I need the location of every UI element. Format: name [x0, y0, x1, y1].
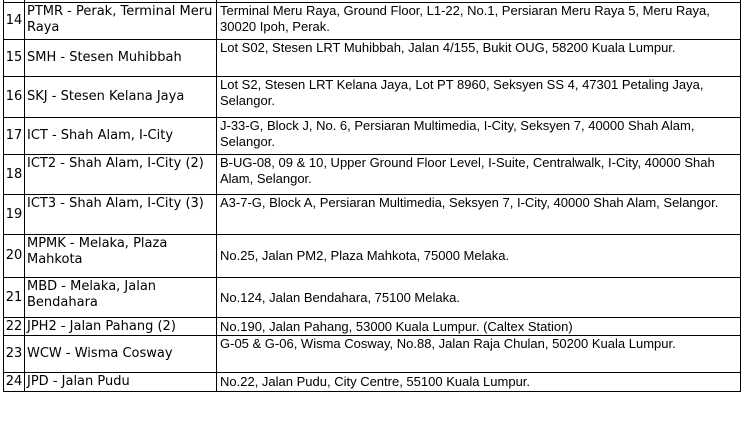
row-number-cell: 15	[4, 40, 25, 77]
branch-address-cell: Lot S2, Stesen LRT Kelana Jaya, Lot PT 8960, Seksyen SS 4, 47301 Petaling Jaya, Selangor.	[217, 77, 741, 118]
branch-name-cell: MPMK - Melaka, Plaza Mahkota	[25, 235, 217, 278]
row-number-cell: 16	[4, 77, 25, 118]
branch-address-cell: No.25, Jalan PM2, Plaza Mahkota, 75000 Melaka.	[217, 235, 741, 278]
branch-name-cell: SMH - Stesen Muhibbah	[25, 40, 217, 77]
branch-address-cell: Terminal Meru Raya, Ground Floor, L1-22, No.1, Persiaran Meru Raya 5, Meru Raya, 30020 Ipoh, Perak.	[217, 3, 741, 40]
branch-name-cell: JPD - Jalan Pudu	[25, 373, 217, 392]
row-number-cell: 23	[4, 336, 25, 373]
branch-name-cell: SKJ - Stesen Kelana Jaya	[25, 77, 217, 118]
branch-address-cell: J-33-G, Block J, No. 6, Persiaran Multimedia, I-City, Seksyen 7, 40000 Shah Alam, Selangor.	[217, 118, 741, 155]
table-row	[4, 40, 741, 77]
branch-address-cell: No.22, Jalan Pudu, City Centre, 55100 Kuala Lumpur.	[217, 373, 741, 392]
table-row	[4, 155, 741, 195]
table-row	[4, 77, 741, 118]
branch-name-cell: ICT2 - Shah Alam, I-City (2)	[25, 155, 217, 195]
table-row	[4, 118, 741, 155]
table-row	[4, 3, 741, 40]
branch-address-cell: G-05 & G-06, Wisma Cosway, No.88, Jalan Raja Chulan, 50200 Kuala Lumpur.	[217, 336, 741, 373]
branch-address-cell: Lot S02, Stesen LRT Muhibbah, Jalan 4/155, Bukit OUG, 58200 Kuala Lumpur.	[217, 40, 741, 77]
branch-name-cell: MBD - Melaka, Jalan Bendahara	[25, 278, 217, 318]
table-row	[4, 373, 741, 392]
branch-address-table	[3, 0, 741, 392]
row-number-cell: 22	[4, 318, 25, 336]
table-row	[4, 336, 741, 373]
branch-name-cell: ICT - Shah Alam, I-City	[25, 118, 217, 155]
table-row	[4, 278, 741, 318]
row-number-cell: 17	[4, 118, 25, 155]
branch-address-cell: A3-7-G, Block A, Persiaran Multimedia, Seksyen 7, I-City, 40000 Shah Alam, Selangor.	[217, 195, 741, 235]
table-row	[4, 195, 741, 235]
branch-name-cell: JPH2 - Jalan Pahang (2)	[25, 318, 217, 336]
row-number-cell: 21	[4, 278, 25, 318]
branch-address-cell: B-UG-08, 09 & 10, Upper Ground Floor Level, I-Suite, Centralwalk, I-City, 40000 Shah Alam, Selangor.	[217, 155, 741, 195]
branch-name-cell: PTMR - Perak, Terminal Meru Raya	[25, 3, 217, 40]
branch-address-cell: No.124, Jalan Bendahara, 75100 Melaka.	[217, 278, 741, 318]
row-number-cell: 20	[4, 235, 25, 278]
row-number-cell: 18	[4, 155, 25, 195]
table-row	[4, 235, 741, 278]
row-number-cell: 24	[4, 373, 25, 392]
branch-name-cell: ICT3 - Shah Alam, I-City (3)	[25, 195, 217, 235]
row-number-cell: 19	[4, 195, 25, 235]
branch-name-cell: WCW - Wisma Cosway	[25, 336, 217, 373]
table-row	[4, 318, 741, 336]
row-number-cell: 14	[4, 3, 25, 40]
branch-address-cell: No.190, Jalan Pahang, 53000 Kuala Lumpur. (Caltex Station)	[217, 318, 741, 336]
